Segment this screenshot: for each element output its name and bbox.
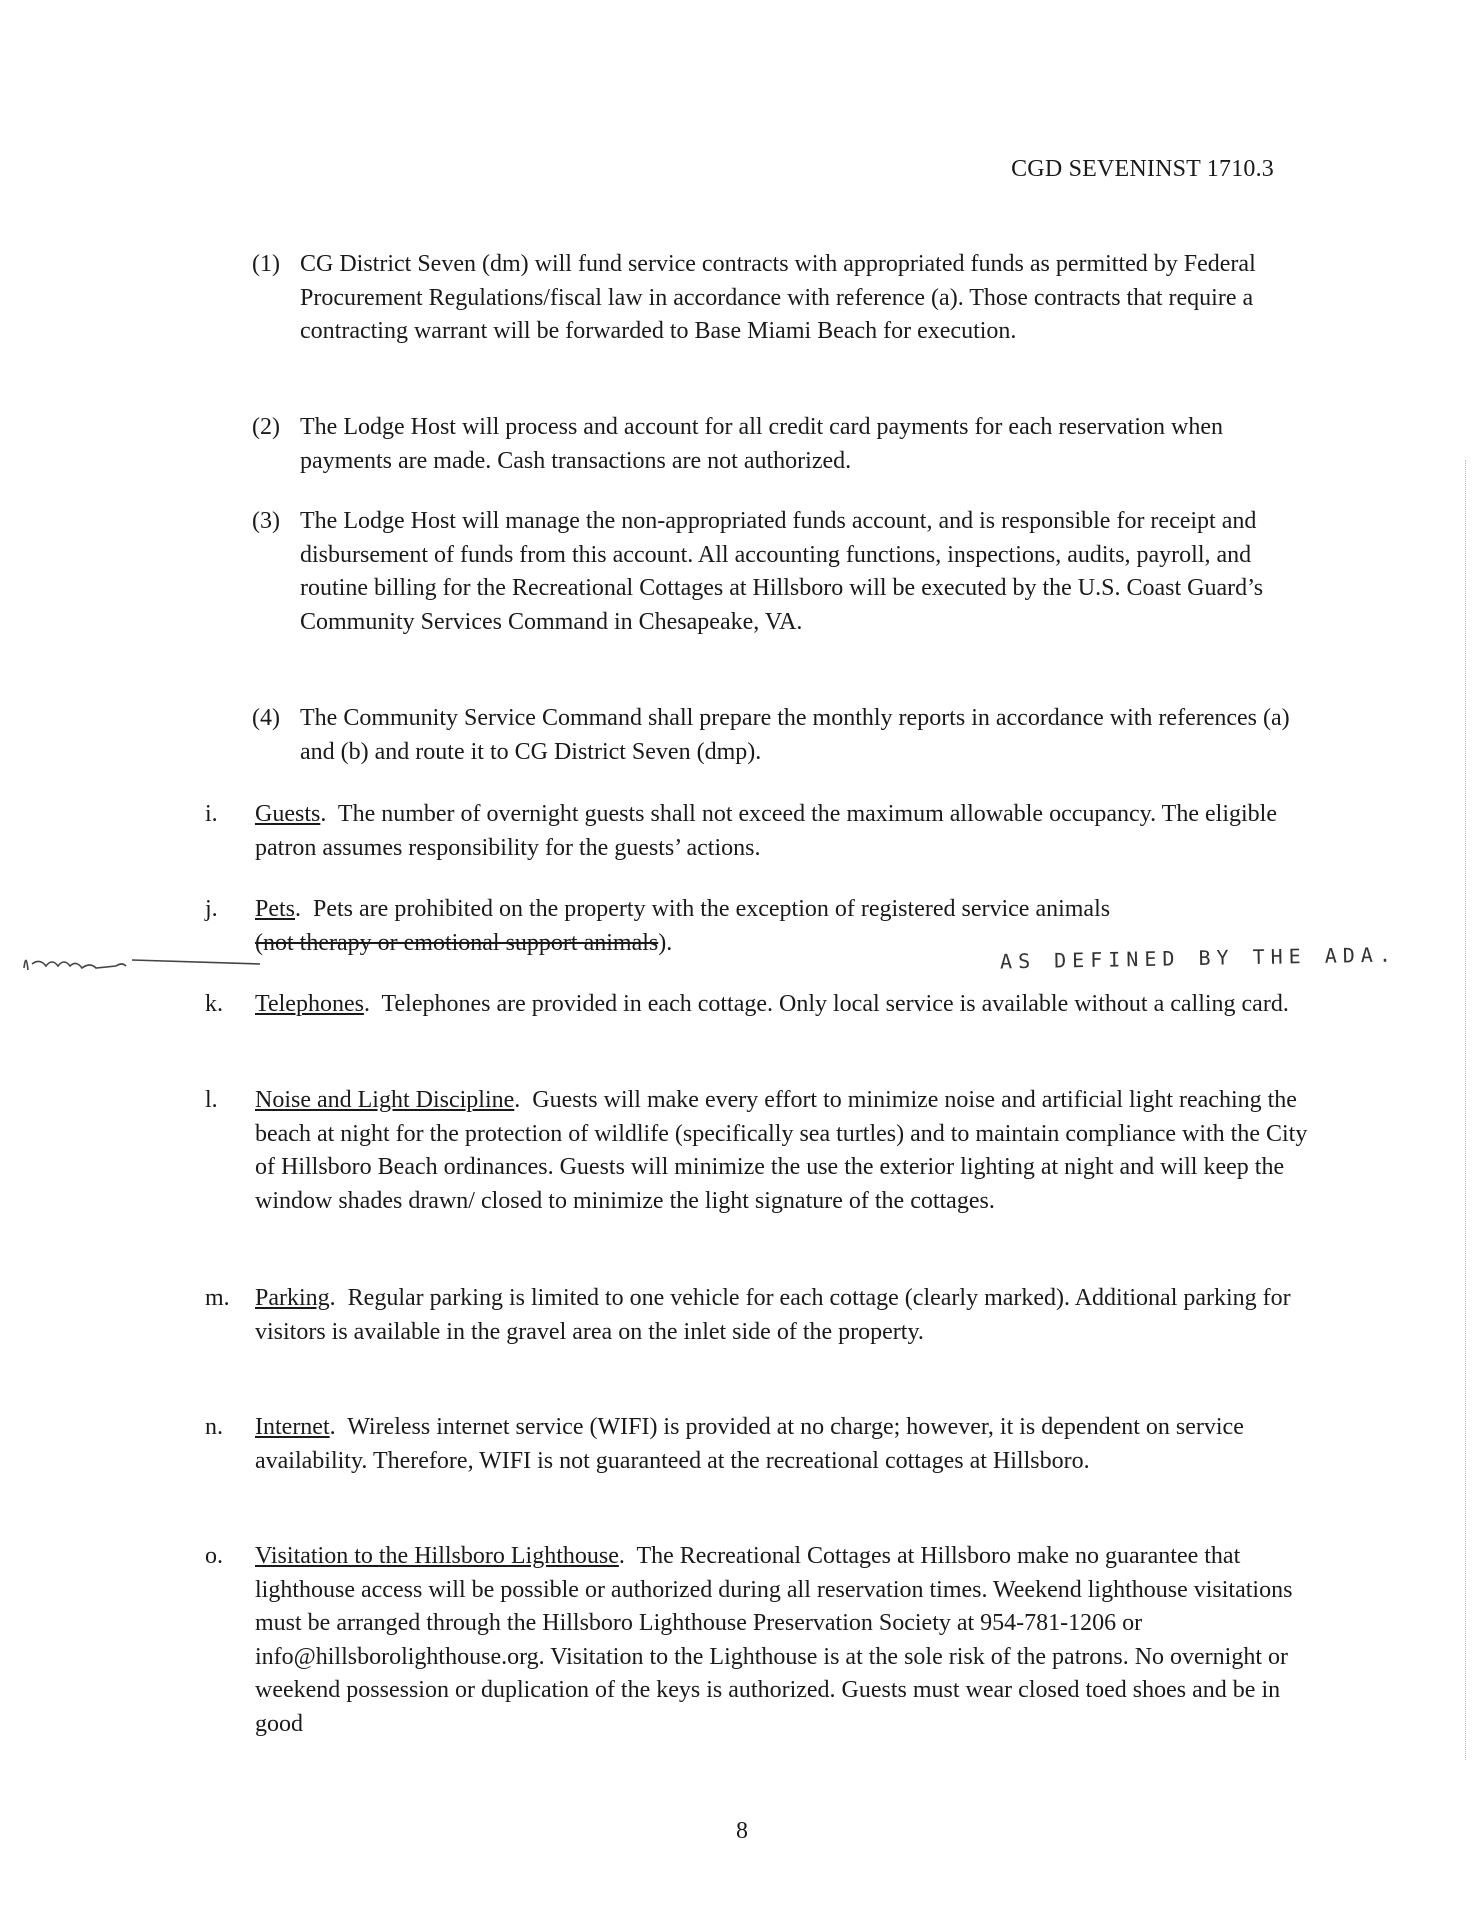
item-mark: m. bbox=[205, 1285, 230, 1311]
item-text: The Community Service Command shall prepare the monthly reports in accordance with references (a) and (b) and route it to CG District Seven (dmp). bbox=[300, 705, 1290, 765]
item-mark: (2) bbox=[252, 414, 280, 440]
section-noise-light: l. Noise and Light Discipline. Guests will make every effort to minimize noise and artificial light reaching the beach at night for the protection of wildlife (specifically sea turtles) and to maintain compliance with the City of Hillsboro Beach ordinances. Guests will minimize the use the exterior lighting at night and will keep the window shades drawn/ closed to minimize the light signature of the cottages. bbox=[205, 1084, 1315, 1218]
section-text: Pets are prohibited on the property with the exception of registered service animals bbox=[313, 896, 1111, 922]
item-mark: k. bbox=[205, 991, 223, 1017]
section-lighthouse-visitation: o. Visitation to the Hillsboro Lighthouse. The Recreational Cottages at Hillsboro make no guarantee that lighthouse access will be possible or authorized during all reservation times. Weekend lighthouse visitations must be arranged through the Hillsboro Lighthouse Preservation Society at 954-781-1206 or info@hillsborolighthouse.org. Visitation to the Lighthouse is at the sole risk of the patrons. No overnight or weekend possession or duplication of the keys is authorized. Guests must wear closed toed shoes and be in good bbox=[205, 1540, 1315, 1741]
item-mark: l. bbox=[205, 1087, 218, 1113]
item-mark: o. bbox=[205, 1543, 223, 1569]
item-mark: n. bbox=[205, 1414, 223, 1440]
section-title: Noise and Light Discipline bbox=[255, 1087, 515, 1113]
item-text: CG District Seven (dm) will fund service contracts with appropriated funds as permitted by Federal Procurement Regulations/fiscal law in accordance with reference (a). Those contracts that require a contracting warrant will be forwarded to Base Miami Beach for execution. bbox=[300, 251, 1256, 344]
item-mark: (3) bbox=[252, 508, 280, 534]
page-number: 8 bbox=[736, 1818, 748, 1844]
section-text: Guests will make every effort to minimize noise and artificial light reaching the beach at night for the protection of wildlife (specifically sea turtles) and to maintain compliance with the City of Hillsboro Beach ordinances. Guests will minimize the use the exterior lighting at night and will keep the window shades drawn/ closed to minimize the light signature of the cottages. bbox=[255, 1087, 1308, 1214]
item-mark: (1) bbox=[252, 251, 280, 277]
section-text: Telephones are provided in each cottage. Only local service is available without a calling card. bbox=[381, 991, 1289, 1017]
item-text: The Lodge Host will process and account for all credit card payments for each reservation when payments are made. Cash transactions are not authorized. bbox=[300, 414, 1223, 474]
scan-margin-marks bbox=[1465, 460, 1470, 1760]
section-title: Pets bbox=[255, 896, 296, 922]
section-text: The Recreational Cottages at Hillsboro make no guarantee that lighthouse access will be possible or authorized during all reservation times. Weekend lighthouse visitations must be arranged through the Hillsboro Lighthouse Preservation Society at 954-781-1206 or info@hillsborolighthouse.org. Visitation to the Lighthouse is at the sole risk of the patrons. No overnight or weekend possession or duplication of the keys is authorized. Guests must wear closed toed shoes and be in good bbox=[255, 1543, 1293, 1737]
item-mark: (4) bbox=[252, 705, 280, 731]
section-text: The number of overnight guests shall not exceed the maximum allowable occupancy. The eligible patron assumes responsibility for the guests’ actions. bbox=[255, 801, 1277, 861]
section-internet: n. Internet. Wireless internet service (WIFI) is provided at no charge; however, it is dependent on service availability. Therefore, WIFI is not guaranteed at the recreational cottages at Hillsboro. bbox=[205, 1411, 1315, 1478]
struck-text: (not therapy or emotional support animals bbox=[255, 929, 659, 956]
section-title: Visitation to the Hillsboro Lighthouse bbox=[255, 1543, 619, 1569]
numbered-item-2 bbox=[252, 411, 1312, 478]
section-parking: m. Parking. Regular parking is limited to one vehicle for each cottage (clearly marked). Additional parking for visitors is available in the gravel area on the inlet side of the property. bbox=[205, 1282, 1315, 1349]
numbered-item-4 bbox=[252, 702, 1312, 769]
item-mark: j. bbox=[205, 896, 218, 922]
section-title: Parking bbox=[255, 1285, 330, 1311]
closing-punctuation: ). bbox=[658, 929, 673, 956]
item-text: The Lodge Host will manage the non-appropriated funds account, and is responsible for receipt and disbursement of funds from this account. All accounting functions, inspections, audits, payroll, and routine billing for the Recreational Cottages at Hillsboro will be executed by the U.S. Coast Guard’s Community Services Command in Chesapeake, VA. bbox=[300, 508, 1264, 635]
section-text: Wireless internet service (WIFI) is provided at no charge; however, it is dependent on service availability. Therefore, WIFI is not guaranteed at the recreational cottages at Hillsboro. bbox=[255, 1414, 1244, 1474]
section-title: Guests bbox=[255, 801, 321, 827]
section-guests: i. Guests. The number of overnight guests shall not exceed the maximum allowable occupancy. The eligible patron assumes responsibility for the guests’ actions. bbox=[205, 798, 1315, 865]
item-mark: i. bbox=[205, 801, 218, 827]
handwritten-scribble bbox=[22, 950, 262, 974]
handwritten-annotation: AS DEFINED BY THE ADA. bbox=[999, 942, 1398, 974]
numbered-item-1 bbox=[252, 248, 1312, 349]
section-pets: j. Pets. Pets are prohibited on the property with the exception of registered service animals (not therapy or emotional support animals). bbox=[205, 893, 1315, 960]
section-text: Regular parking is limited to one vehicle for each cottage (clearly marked). Additional parking for visitors is available in the gravel area on the inlet side of the property. bbox=[255, 1285, 1291, 1345]
numbered-item-3 bbox=[252, 505, 1312, 639]
document-id-header: CGD SEVENINST 1710.3 bbox=[1011, 156, 1274, 182]
section-title: Telephones bbox=[255, 991, 364, 1017]
section-title: Internet bbox=[255, 1414, 330, 1440]
section-telephones: k. Telephones. Telephones are provided in each cottage. Only local service is available without a calling card. bbox=[205, 988, 1315, 1022]
